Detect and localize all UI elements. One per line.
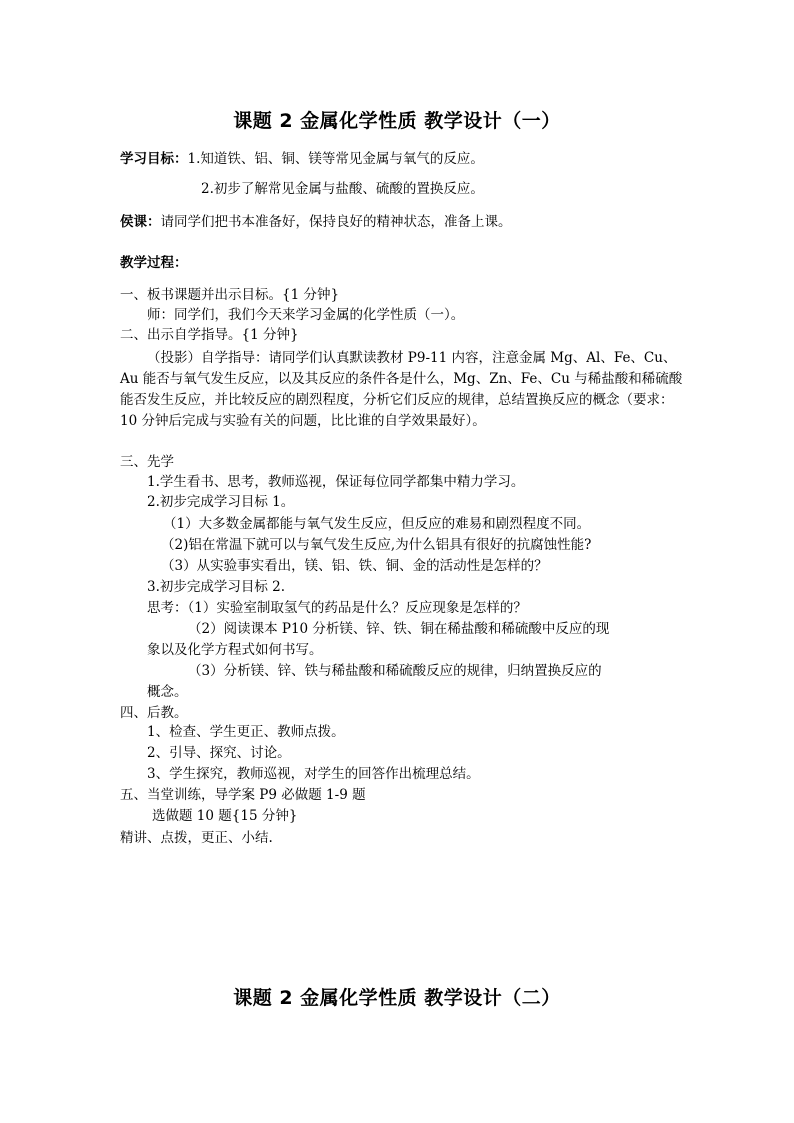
start-class-row	[120, 212, 512, 232]
section-1-heading: 一、板书课题并出示目标。{1 分钟}	[120, 287, 340, 303]
section-4-heading: 四、后教。	[120, 705, 188, 721]
section-2-heading: 二、出示自学指导。{1 分钟}	[120, 327, 299, 343]
think-item-2-line-2: 象以及化学方程式如何书写。	[147, 642, 323, 658]
section-2-paragraph: （投影）自学指导：请同学们认真默读教材 P9-11 内容，注意金属 Mg、Al、Fe、Cu、Au 能否与氧气发生反应，以及其反应的条件各是什么，Mg、Zn、Fe、Cu 与稀盐酸和稀硫酸能否发生反应，并比较反应的剧烈程度，分析它们反应的规律，总结置换反应的概念（要求：10 分钟后完成与实验有关的问题，比比谁的自学效果最好）。	[120, 350, 683, 429]
objective-1: 1.知道铁、铝、铜、镁等常见金属与氧气的反应。	[187, 151, 484, 167]
section-4-item-3: 3、学生探究，教师巡视，对学生的回答作出梳理总结。	[147, 766, 480, 782]
start-class-text: 请同学们把书本准备好，保持良好的精神状态，准备上课。	[160, 214, 512, 230]
section-3-item-3: 3.初步完成学习目标 2.	[147, 579, 286, 595]
process-heading: 教学过程：	[120, 255, 188, 271]
think-item-3-line-2: 概念。	[147, 684, 188, 700]
objectives-row-1	[120, 149, 484, 169]
section-3-item-1: 1.学生看书、思考，教师巡视，保证每位同学都集中精力学习。	[147, 474, 525, 490]
section-3-heading: 三、先学	[120, 454, 174, 470]
objectives-label: 学习目标：	[120, 151, 188, 167]
think-item-2-line-1: （2）阅读课本 P10 分析镁、锌、铁、铜在稀盐酸和稀硫酸中反应的现	[188, 621, 610, 637]
think-item-3-line-1: （3）分析镁、锌、铁与稀盐酸和稀硫酸反应的规律，归纳置换反应的	[188, 663, 602, 679]
section-3-item-2c: （3）从实验事实看出，镁、铝、铁、铜、金的活动性是怎样的？	[161, 558, 548, 574]
closing-line: 精讲、点拨，更正、小结.	[120, 830, 273, 846]
section-3-item-2a: （1）大多数金属都能与氧气发生反应，但反应的难易和剧烈程度不同。	[163, 516, 591, 532]
lesson-title-1: 课题 2 金属化学性质 教学设计（一）	[233, 110, 561, 132]
objective-2: 2.初步了解常见金属与盐酸、硫酸的置换反应。	[201, 181, 484, 197]
lesson-title-2: 课题 2 金属化学性质 教学设计（二）	[233, 987, 561, 1009]
think-item-1: 思考：（1）实验室制取氢气的药品是什么？反应现象是怎样的？	[147, 600, 527, 616]
section-1-line: 师：同学们，我们今天来学习金属的化学性质（一）。	[147, 307, 465, 323]
section-4-item-2: 2、引导、探究、讨论。	[147, 745, 291, 761]
section-3-item-2: 2.初步完成学习目标 1。	[147, 494, 295, 510]
section-5-heading: 五、当堂训练，导学案 P9 必做题 1-9 题	[120, 787, 366, 803]
section-5-line: 选做题 10 题{15 分钟}	[152, 808, 298, 824]
section-3-item-2b: （2)铝在常温下就可以与氧气发生反应,为什么铝具有很好的抗腐蚀性能?	[161, 537, 592, 553]
start-class-label: 侯课：	[120, 214, 161, 230]
section-4-item-1: 1、检查、学生更正、教师点拨。	[147, 724, 345, 740]
